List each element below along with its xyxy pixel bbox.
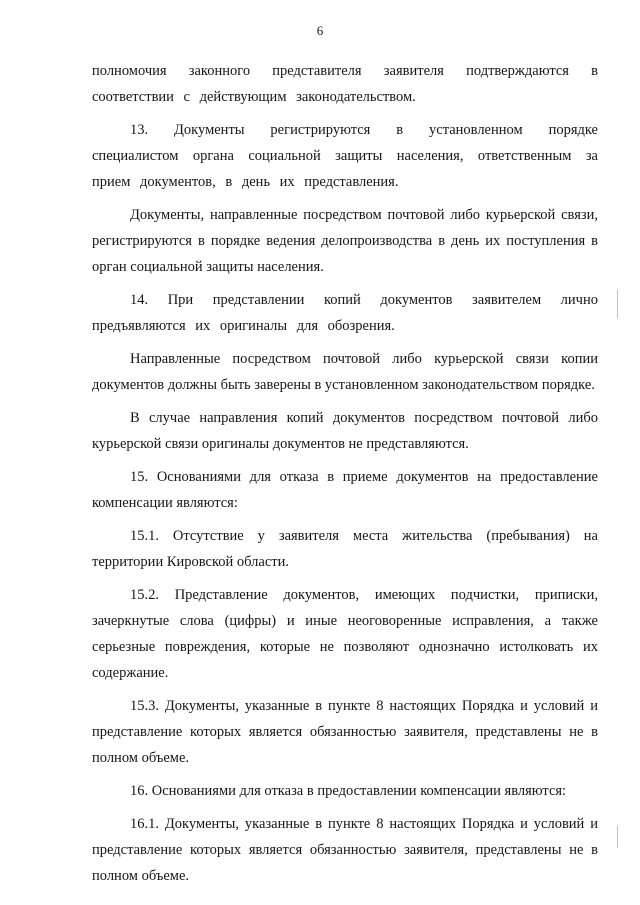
scan-margin-mark bbox=[617, 826, 618, 848]
paragraph-15-1: 15.1. Отсутствие у заявителя места жительства (пребывания) на территории Кировской области. bbox=[92, 528, 598, 570]
paragraph-1: полномочия законного представителя заявителя подтверждаются в соответствии с действующим законодательством. bbox=[92, 63, 598, 105]
paragraph-15-2: 15.2. Представление документов, имеющих подчистки, приписки, зачеркнутые слова (цифры) и иные неоговоренные исправления, а также серьезные повреждения, которые не позволяют однозначно истолковать их содержание. bbox=[92, 587, 598, 681]
page-number: 6 bbox=[316, 23, 324, 38]
document-body bbox=[92, 58, 598, 896]
paragraph-16: 16. Основаниями для отказа в предоставлении компенсации являются: bbox=[130, 783, 567, 799]
scan-margin-mark bbox=[617, 290, 618, 318]
paragraph-13-postal: Документы, направленные посредством почтовой либо курьерской связи, регистрируются в порядке ведения делопроизводства в день их поступления в орган социальной защиты населения. bbox=[92, 207, 598, 275]
paragraph-15: 15. Основаниями для отказа в приеме документов на предоставление компенсации являются: bbox=[92, 469, 598, 511]
paragraph-13: 13. Документы регистрируются в установленном порядке специалистом органа социальной защиты населения, ответственным за прием документов, в день их представления. bbox=[92, 122, 598, 190]
paragraph-14: 14. При представлении копий документов заявителем лично предъявляются их оригиналы для обозрения. bbox=[92, 292, 598, 334]
paragraph-16-1: 16.1. Документы, указанные в пункте 8 настоящих Порядка и условий и представление которых является обязанностью заявителя, представлены не в полном объеме. bbox=[92, 816, 598, 884]
paragraph-15-3: 15.3. Документы, указанные в пункте 8 настоящих Порядка и условий и представление которых является обязанностью заявителя, представлены не в полном объеме. bbox=[92, 698, 598, 766]
paragraph-14-copies: Направленные посредством почтовой либо курьерской связи копии документов должны быть заверены в установленном законодательством порядке. bbox=[92, 351, 598, 393]
paragraph-14-originals: В случае направления копий документов посредством почтовой либо курьерской связи оригиналы документов не представляются. bbox=[92, 410, 598, 452]
